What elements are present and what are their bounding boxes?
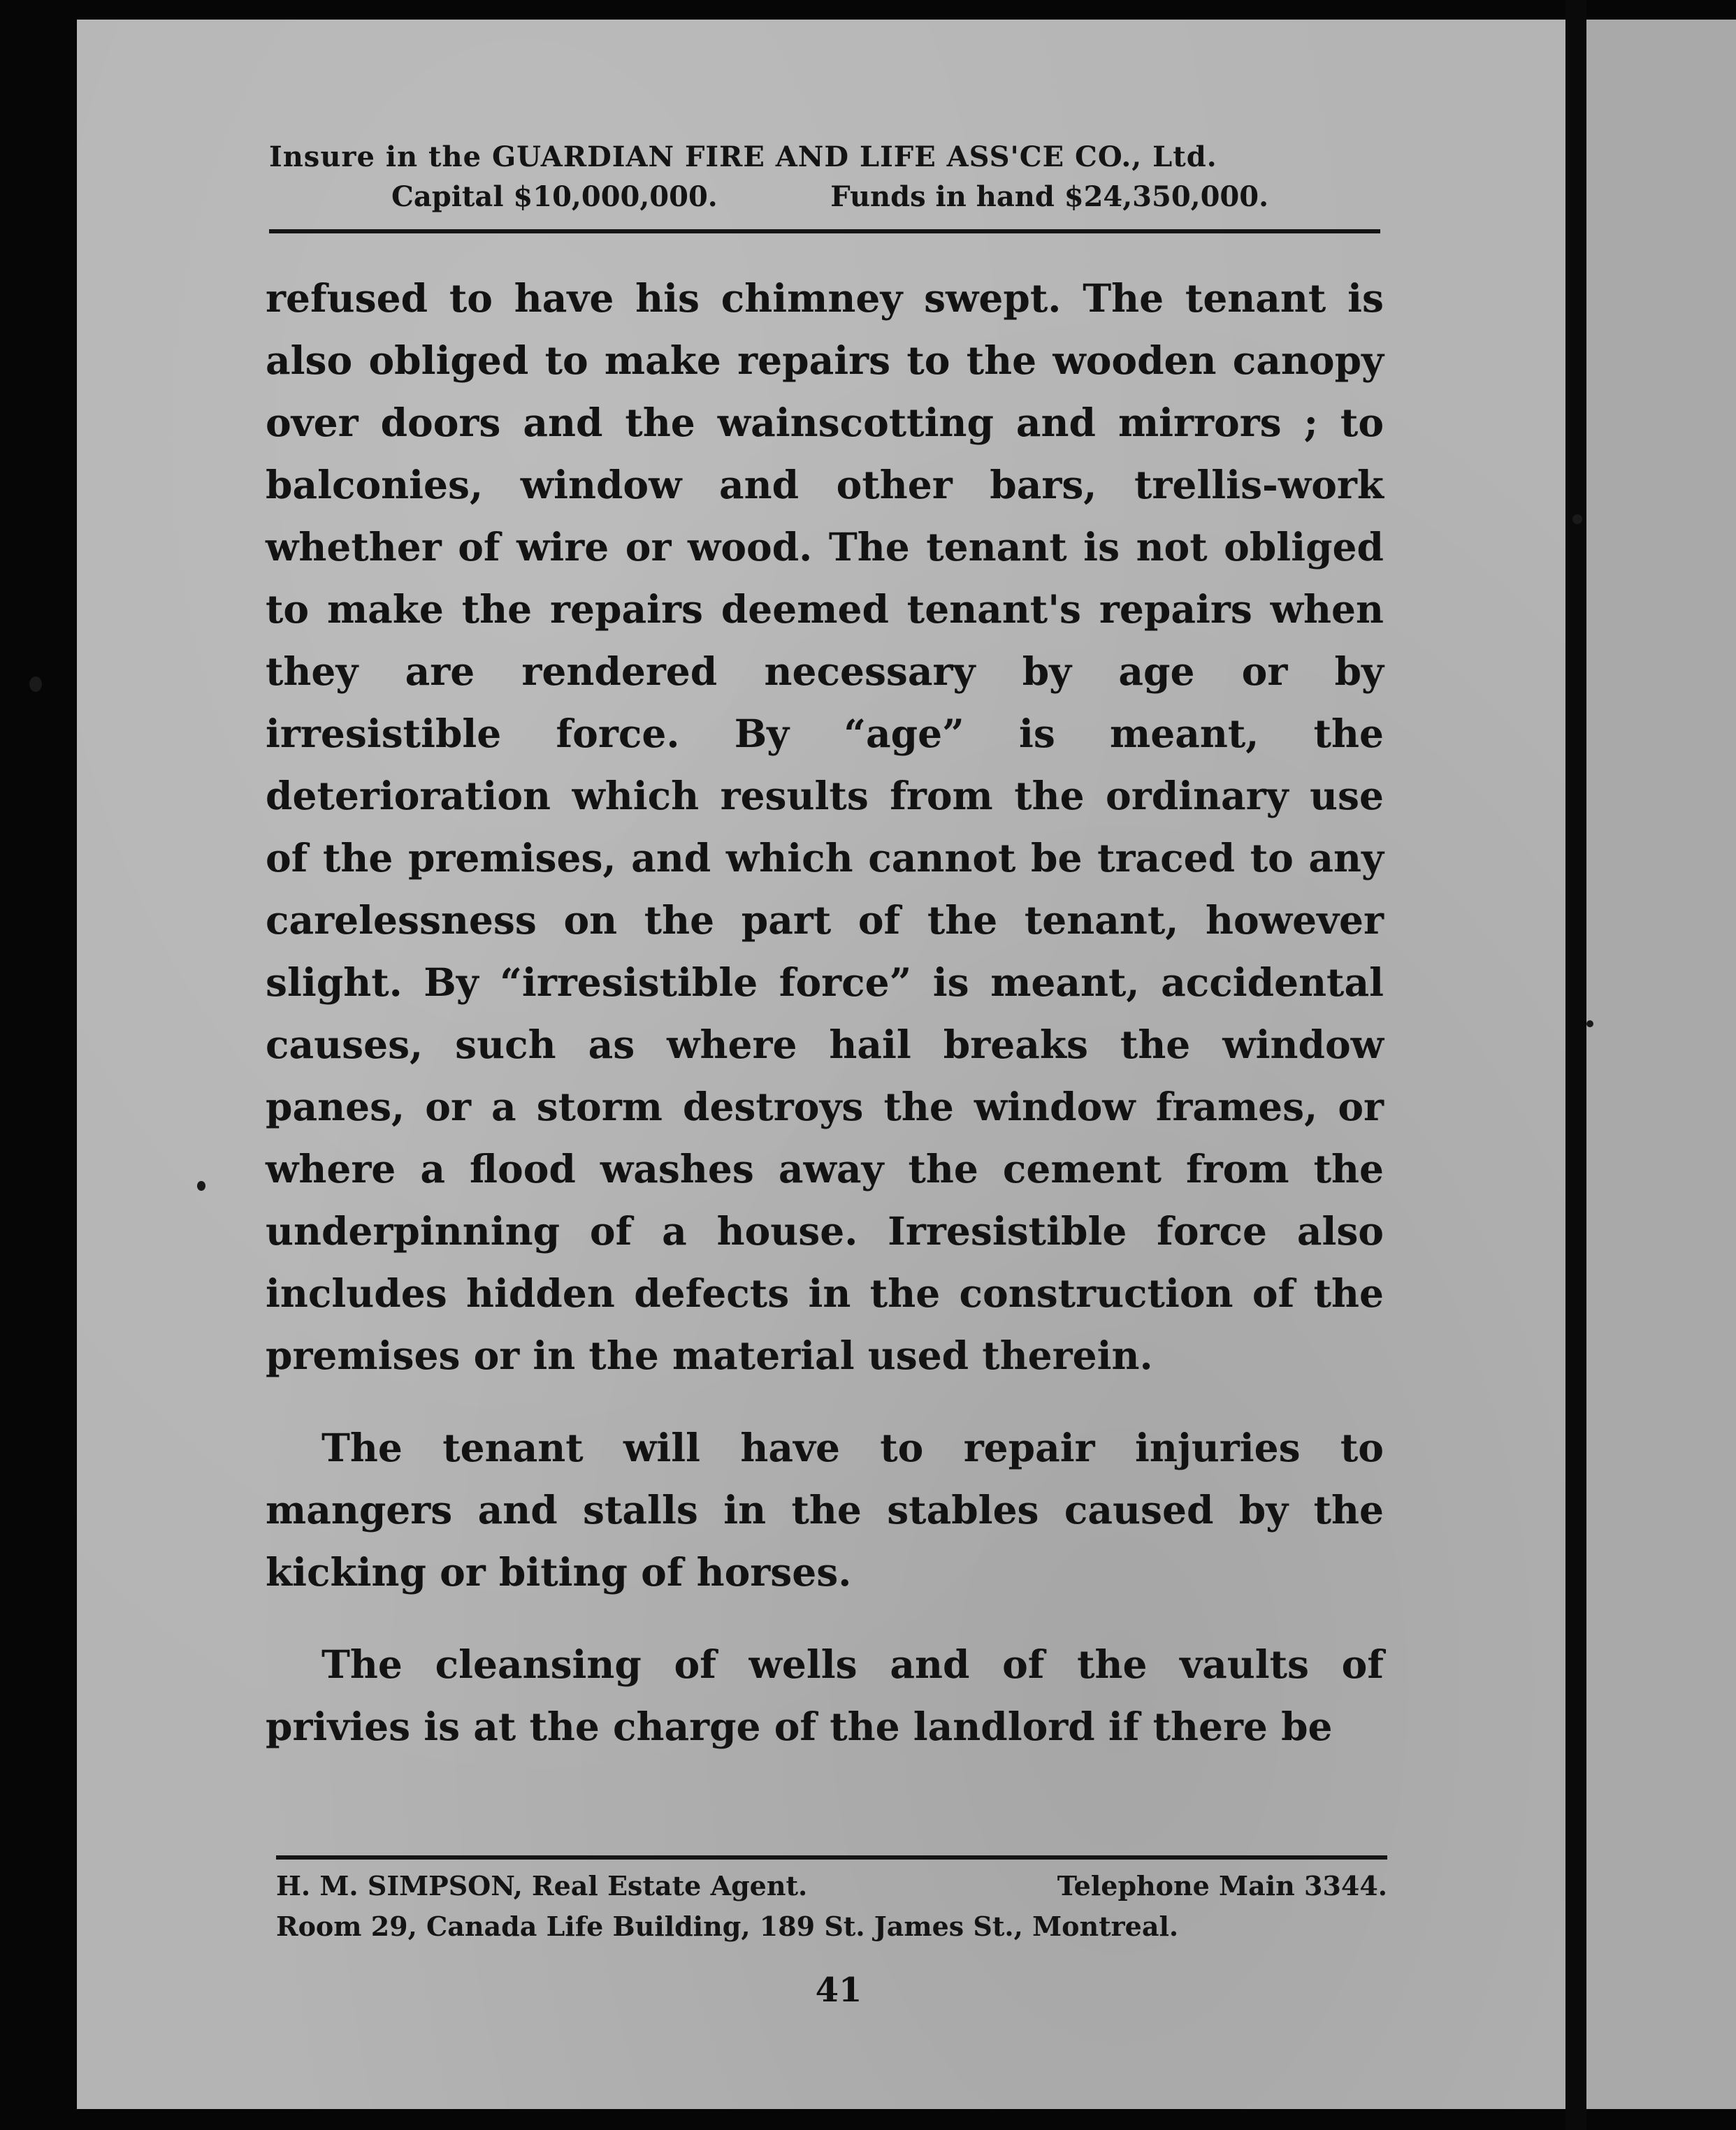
facing-page-edge xyxy=(1586,20,1736,2109)
scan-speck xyxy=(197,1181,205,1191)
body-text xyxy=(266,267,1384,1758)
footer-divider-rule xyxy=(276,1855,1387,1860)
footer-agent-line xyxy=(276,1866,1387,1906)
paragraph-1 xyxy=(266,267,1384,1386)
paragraph-3-text: The cleansing of wells and of the vaults of privies is at the charge of the landlord if there be xyxy=(266,1642,1384,1749)
paragraph-3 xyxy=(266,1633,1384,1758)
header-divider-rule xyxy=(269,229,1380,233)
footer-address: Room 29, Canada Life Building, 189 St. James St., Montreal. xyxy=(276,1911,1179,1942)
book-binding-edge xyxy=(1565,0,1586,2130)
paragraph-2-text: The tenant will have to repair injuries to mangers and stalls in the stables caused by the kicking or biting of horses. xyxy=(266,1425,1384,1595)
scan-speck xyxy=(29,676,42,692)
page-header-advertisement xyxy=(269,137,1380,217)
page-footer-advertisement xyxy=(276,1866,1387,1947)
footer-agent: H. M. SIMPSON, Real Estate Agent. xyxy=(276,1870,808,1901)
header-insurance-line: Insure in the GUARDIAN FIRE AND LIFE ASS'CE CO., Ltd. xyxy=(269,140,1217,173)
header-funds: Funds in hand $24,350,000. xyxy=(830,180,1268,213)
page-number: 41 xyxy=(815,1971,862,2010)
scan-speck xyxy=(1572,514,1582,524)
paragraph-1-text: refused to have his chimney swept. The tenant is also obliged to make repairs to the wooden canopy over doors and the wainscotting and mirrors ; to balconies, window and other bars, trellis-work whether of wire or wood. The tenant is not obliged to make the repairs deemed tenant's repairs when they are rendered necessary by age or by irresistible force. By “age” is meant, the deterioration which results from the ordinary use of the premises, and which cannot be traced to any carelessness on the part of the tenant, however slight. By “irresistible force” is meant, accidental causes, such as where hail breaks the window panes, or a storm destroys the window frames, or where a flood washes away the cement from the underpinning of a house. Irresistible force also includes hidden defects in the construction of the premises or in the material used therein. xyxy=(266,275,1384,1378)
paragraph-2 xyxy=(266,1417,1384,1603)
header-figures-line xyxy=(269,178,1380,217)
header-capital: Capital $10,000,000. xyxy=(391,180,718,213)
scan-speck xyxy=(1586,1020,1593,1027)
footer-telephone: Telephone Main 3344. xyxy=(1057,1870,1387,1901)
